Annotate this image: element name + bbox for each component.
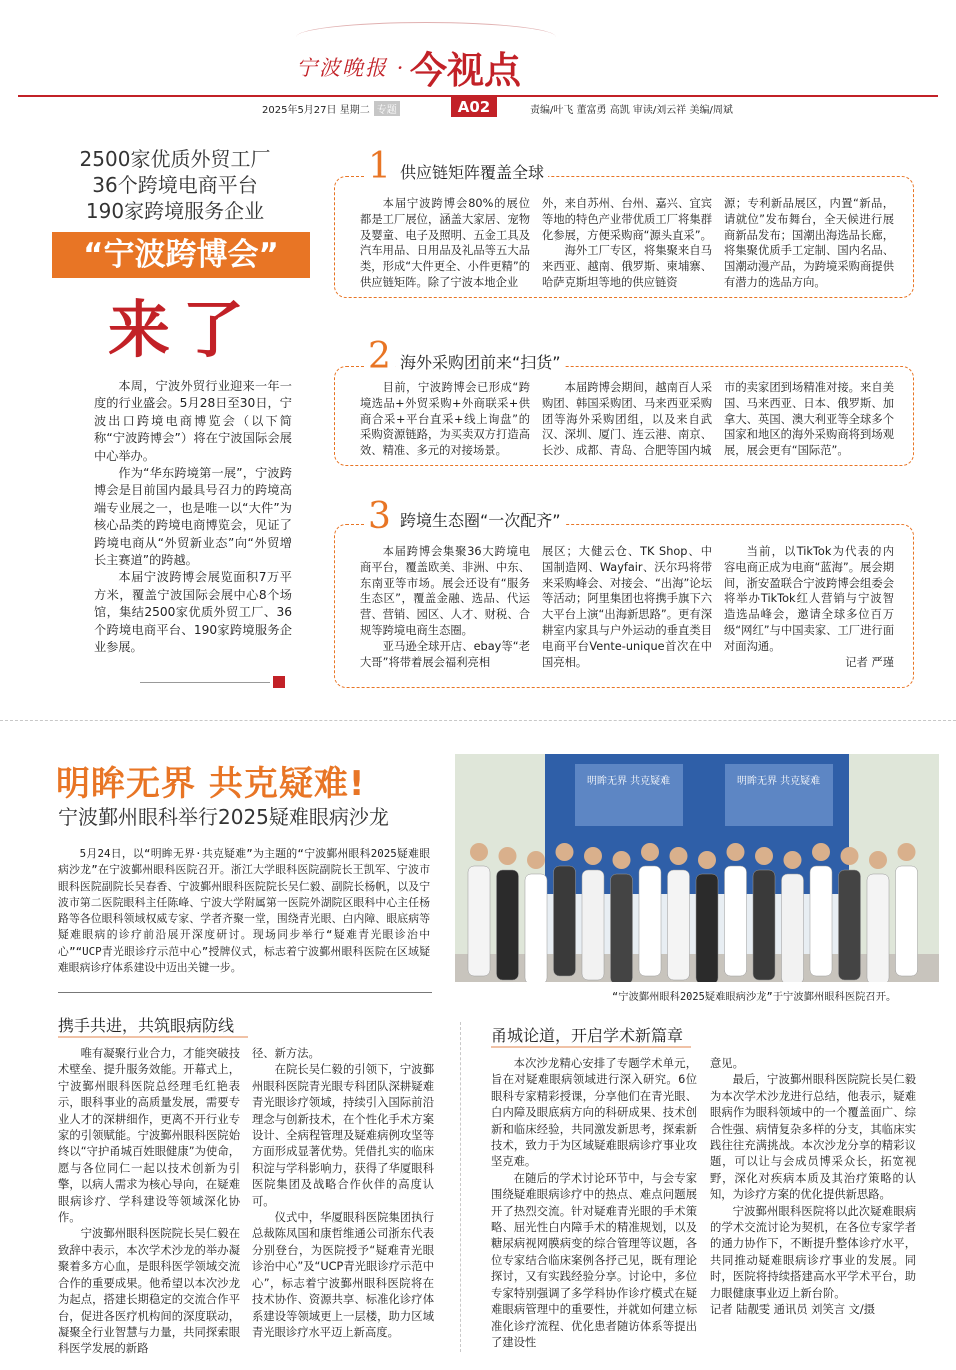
photo-caption: “宁波鄞州眼科2025疑难眼病沙龙”于宁波鄞州眼科医院召开。 bbox=[612, 991, 897, 1003]
person-head bbox=[670, 847, 688, 865]
person-figure bbox=[696, 874, 718, 982]
person-head bbox=[869, 851, 887, 869]
backdrop-text: 明眸无界 共克疑难 bbox=[737, 776, 821, 787]
text-column: 目前，宁波跨博会已形成“跨境选品+外贸采购+外商联采+供商合采+平台直采+线上询盘”的采购资源链路，为买卖双方打造高效、精准、多元的对接场景。 bbox=[360, 381, 530, 458]
person-figure bbox=[468, 866, 490, 976]
lead-line: 2500家优质外贸工厂 bbox=[79, 147, 271, 171]
page-number: A02 bbox=[451, 97, 497, 117]
person-figure bbox=[639, 866, 661, 976]
text-column: 本次沙龙精心安排了专题学术单元，旨在对疑难眼病领域进行深入研究。6位眼科专家精彩授课，分享他们在青光眼、白内障及眼底病方向的科研成果、技术创新和临床经验，共同激发新思考，探索新技术，致力于为区域疑难眼病诊疗事业攻坚克难。 在随后的学术讨论环节中，与会专家围绕疑难眼病诊疗中的热点、难点问题展开了热烈交流。针对疑难青光眼的手术策略、屈光性白内障手术的精准规划，以及糖尿病视网膜病变的综合管理等议题，各位专家结合临床案例各抒己见，既有理论探讨，又有实践经验分享。讨论中，多位专家特别强调了多学科协作诊疗模式在疑难眼病管理中的重要性，并就如何建立标准化诊疗流程、优化患者随访体系等提出了建设性 bbox=[491, 1057, 697, 1349]
divider bbox=[58, 992, 432, 993]
subheading: 携手共进，共筑眼病防线 bbox=[58, 1016, 235, 1035]
person-figure bbox=[554, 866, 576, 976]
text-column: 本届跨博会集聚36大跨境电商平台，覆盖欧美、非洲、中东、东南亚等市场。展会还设有“服务生态区”，覆盖金融、选品、代运营、营销、园区、人才、财税、合规等跨境电商生态圈。 亚马逊全球开店、ebay等“老大哥”将带着展会福利亮相 bbox=[360, 545, 530, 669]
person-figure bbox=[582, 870, 604, 980]
person-head bbox=[841, 847, 859, 865]
person-figure bbox=[867, 874, 889, 982]
section-title: 跨境生态圈“一次配齐” bbox=[396, 508, 565, 531]
text-column: 意见。 最后，宁波鄞州眼科医院院长吴仁毅为本次学术沙龙进行总结，他表示，疑难眼病作为眼科领域中的一个覆盖面广、综合性强、病情复杂多样的分支，其临床实践往往充满挑战。本次沙龙分享的精彩议题，可以让与会成员博采众长，拓宽视野，深化对疾病本质及其治疗策略的认知，为诊疗方案的优化提供新思路。 宁波鄞州眼科医院将以此次疑难眼病的学术交流讨论为契机，在各位专家学者的通力协作下，不断提升整体诊疗水平，共同推动疑难眼病诊疗事业的发展。同时，医院将持续搭建高水平学术平台，助力眼健康事业迈上新台阶。 记者 陆靓雯 通讯员 刘笑言 文/摄 bbox=[710, 1056, 916, 1319]
divider bbox=[140, 682, 270, 683]
eye-lead-paragraph: 5月24日，以“明眸无界·共克疑难”为主题的“宁波鄞州眼科2025疑难眼病沙龙”在宁波鄞州眼科医院召开。浙江大学眼科医院副院长王凯军、宁波市眼科医院副院长吴春香、宁波鄞州眼科医院院长吴仁毅、副院长杨帆，以及宁波市第二医院眼科主任陈峰、宁波大学附属第一医院外湖院区眼科中心主任杨路等各位眼科领域权威专家、学者齐聚一堂，围绕青光眼、白内障、眼底病等疑难眼病的诊疗前沿展开深度研讨。现场同步举行“疑难青光眼诊治中心”“UCP青光眼诊疗示范中心”授牌仪式，标志着宁波鄞州眼科医院在区域疑难眼病诊疗体系建设中迈出关键一步。 bbox=[58, 847, 430, 975]
lead-line: 36个跨境电商平台 bbox=[92, 173, 258, 197]
person-figure bbox=[497, 870, 519, 980]
person-head bbox=[527, 851, 545, 869]
text-column: 市的卖家团到场精准对接。来自美国、马来西亚、日本、俄罗斯、加拿大、英国、澳大利亚等全球多个国家和地区的海外采购商将到场观展，展会更有“国际范”。 bbox=[724, 381, 894, 458]
backdrop-text: 明眸无界 共克疑难 bbox=[587, 776, 671, 787]
intro-article bbox=[94, 378, 292, 657]
section-name: 今视点 bbox=[410, 49, 521, 92]
subheading-underline bbox=[58, 1036, 248, 1038]
subheading: 甬城论道，开启学术新篇章 bbox=[491, 1026, 684, 1045]
person-figure bbox=[753, 870, 775, 980]
section-number: 3 bbox=[364, 498, 395, 536]
person-figure bbox=[525, 874, 547, 982]
text-column: 唯有凝聚行业合力，才能突破技术壁垒、提升服务效能。开幕式上，宁波鄞州眼科医院总经理毛红艳表示，眼科事业的高质量发展，需要专业人才的深耕细作，更离不开行业专家的引领赋能。宁波鄞州眼科医院始终以“守护甬城百姓眼健康”为使命，愿与各位同仁一起以技术创新为引擎，以病人需求为核心导向，在疑难眼病诊疗、学科建设等领域深化协作。 宁波鄞州眼科医院院长吴仁毅在致辞中表示，本次学术沙龙的举办凝聚着多方心血，是眼科医学领域交流合作的重要成果。他希望以本次沙龙为起点，搭建长期稳定的交流合作平台，促进各医疗机构间的深度联动，凝聚全行业智慧与力量，共同探索眼科医学发展的新路 bbox=[58, 1047, 240, 1356]
editor-credits: 责编/叶飞 董富勇 高凯 审读/刘云祥 美编/周斌 bbox=[530, 105, 733, 116]
person-figure bbox=[839, 870, 861, 980]
column-divider bbox=[460, 1022, 461, 1352]
lead-line: 190家跨境服务企业 bbox=[85, 199, 265, 223]
text-column: 径、新方法。 在院长吴仁毅的引领下，宁波鄞州眼科医院青光眼专科团队深耕疑难青光眼诊疗领域，持续引入国际前沿理念与创新技术，在个性化手术方案设计、全病程管理及疑难病例攻坚等方面形成显著优势。凭借扎实的临床积淀与学科影响力，获得了华厦眼科医院集团及战略合作伙伴的高度认可。 仪式中，华厦眼科医院集团执行总裁陈凤国和康哲维通公司浙东代表分别登台，为医院授予“疑难青光眼诊治中心”及“UCP青光眼诊疗示范中心”，标志着宁波鄞州眼科医院将在技术协作、资源共享、标准化诊疗体系建设等领域更上一层楼，助力区域青光眼诊疗水平迈上新高度。 bbox=[252, 1047, 434, 1339]
intro-paragraph: 作为“华东跨境第一展”，宁波跨博会是目前国内最具号召力的跨境高端专业展之一，也是唯一以“大件”为核心品类的跨境电商博览会，见证了跨境电商从“外贸新业态”向“外贸增长主赛道”的跨越。 bbox=[94, 466, 292, 568]
person-head bbox=[499, 847, 517, 865]
person-figure bbox=[725, 866, 747, 976]
text-column: 展区；大健云仓、TK Shop、中国制造网、Wayfair、沃尔玛将带来采购峰会、对接会、“出海”论坛等活动；阿里集团也将携手旗下六大平台上演“出海新思路”。更有深耕室内家具与户外运动的垂直类目电商平台Vente-unique首次在中国亮相。 bbox=[542, 545, 712, 669]
topic-tag: 专题 bbox=[374, 101, 400, 116]
text-column: 本届跨博会期间，越南百人采购团、韩国采购团、马来西亚采购团等海外采购团组，以及来自武汉、深圳、厦门、连云港、南京、长沙、成都、青岛、合肥等国内城 bbox=[542, 381, 712, 458]
intro-paragraph: 本周，宁波外贸行业迎来一年一度的行业盛会。5月28日至30日，宁波出口跨境电商博览会（以下简称“宁波跨博会”）将在宁波国际会展中心举办。 bbox=[94, 379, 292, 463]
section-title: 海外采购团前来“扫货” bbox=[396, 350, 565, 373]
person-head bbox=[613, 851, 631, 869]
issue-meta: 2025年5月27日 星期二 专题 bbox=[262, 101, 400, 116]
person-head bbox=[641, 843, 659, 861]
subheading-underline bbox=[491, 1046, 691, 1048]
text-column: 当前，以TikTok为代表的内容电商正成为电商“蓝海”。展会期间，浙安盈联合宁波跨博会组委会将举办TikTok红人营销与宁波智造选品峰会，邀请全球多位百万级“网红”与中国卖家、工厂进行面对面沟通。 记者 严瑾 bbox=[724, 545, 894, 669]
person-head bbox=[698, 851, 716, 869]
end-mark bbox=[273, 676, 285, 688]
page-divider bbox=[0, 720, 956, 721]
byline: 记者 陆靓雯 通讯员 刘笑言 文/摄 bbox=[710, 1303, 876, 1317]
section-columns bbox=[360, 544, 896, 670]
text-column: 外，来自苏州、台州、嘉兴、宜宾等地的特色产业带优质工厂将集群化参展，方便采购商“源头直采”。 海外工厂专区，将集聚来自马来西亚、越南、俄罗斯、柬埔寨、哈萨克斯坦等地的供应链资 bbox=[542, 197, 712, 289]
person-figure bbox=[782, 874, 804, 982]
eye-headline: 明眸无界 共克疑难! bbox=[56, 764, 366, 804]
group-photo bbox=[455, 754, 939, 982]
person-head bbox=[898, 843, 916, 861]
person-head bbox=[584, 847, 602, 865]
person-head bbox=[470, 843, 488, 861]
person-head bbox=[755, 847, 773, 865]
expo-banner: “宁波跨博会” bbox=[52, 232, 310, 278]
text-column: 源；专利新品展区，内置“新品，请就位”发布舞台，全天候进行展商新品发布；国潮出海选品长廊，将集聚优质手工定制、国内名品、国潮动漫产品，为跨境采购商提供有潜力的选品方向。 bbox=[724, 197, 894, 289]
headline-big: 来了 bbox=[108, 293, 257, 366]
person-head bbox=[784, 851, 802, 869]
section-title: 供应链矩阵覆盖全球 bbox=[396, 160, 548, 183]
eye-subheadline: 宁波鄞州眼科举行2025疑难眼病沙龙 bbox=[58, 805, 389, 829]
section-columns bbox=[360, 380, 896, 459]
section-number: 1 bbox=[364, 148, 395, 186]
person-figure bbox=[810, 866, 832, 976]
person-head bbox=[727, 843, 745, 861]
person-head bbox=[556, 843, 574, 861]
intro-paragraph: 本届宁波跨博会展览面积7万平方米，覆盖宁波国际会展中心8个场馆，集结2500家优质外贸工厂、36个跨境电商平台、190家跨境服务企业参展。 bbox=[94, 570, 292, 655]
section-number: 2 bbox=[364, 338, 395, 376]
person-figure bbox=[896, 866, 918, 976]
byline: 记者 严瑾 bbox=[845, 655, 894, 669]
section-columns bbox=[360, 196, 896, 291]
person-head bbox=[812, 843, 830, 861]
text-column: 本届宁波跨博会80%的展位都是工厂展位，涵盖大家居、宠物及婴童、电子及照明、五金工具及汽车用品、日用品及礼品等五大品类，形成“大件更全、小件更精”的供应链矩阵。除了宁波本地企业 bbox=[360, 197, 530, 289]
newspaper-name: 宁波晚报 · bbox=[296, 56, 406, 80]
person-figure bbox=[611, 874, 633, 982]
person-figure bbox=[668, 870, 690, 980]
